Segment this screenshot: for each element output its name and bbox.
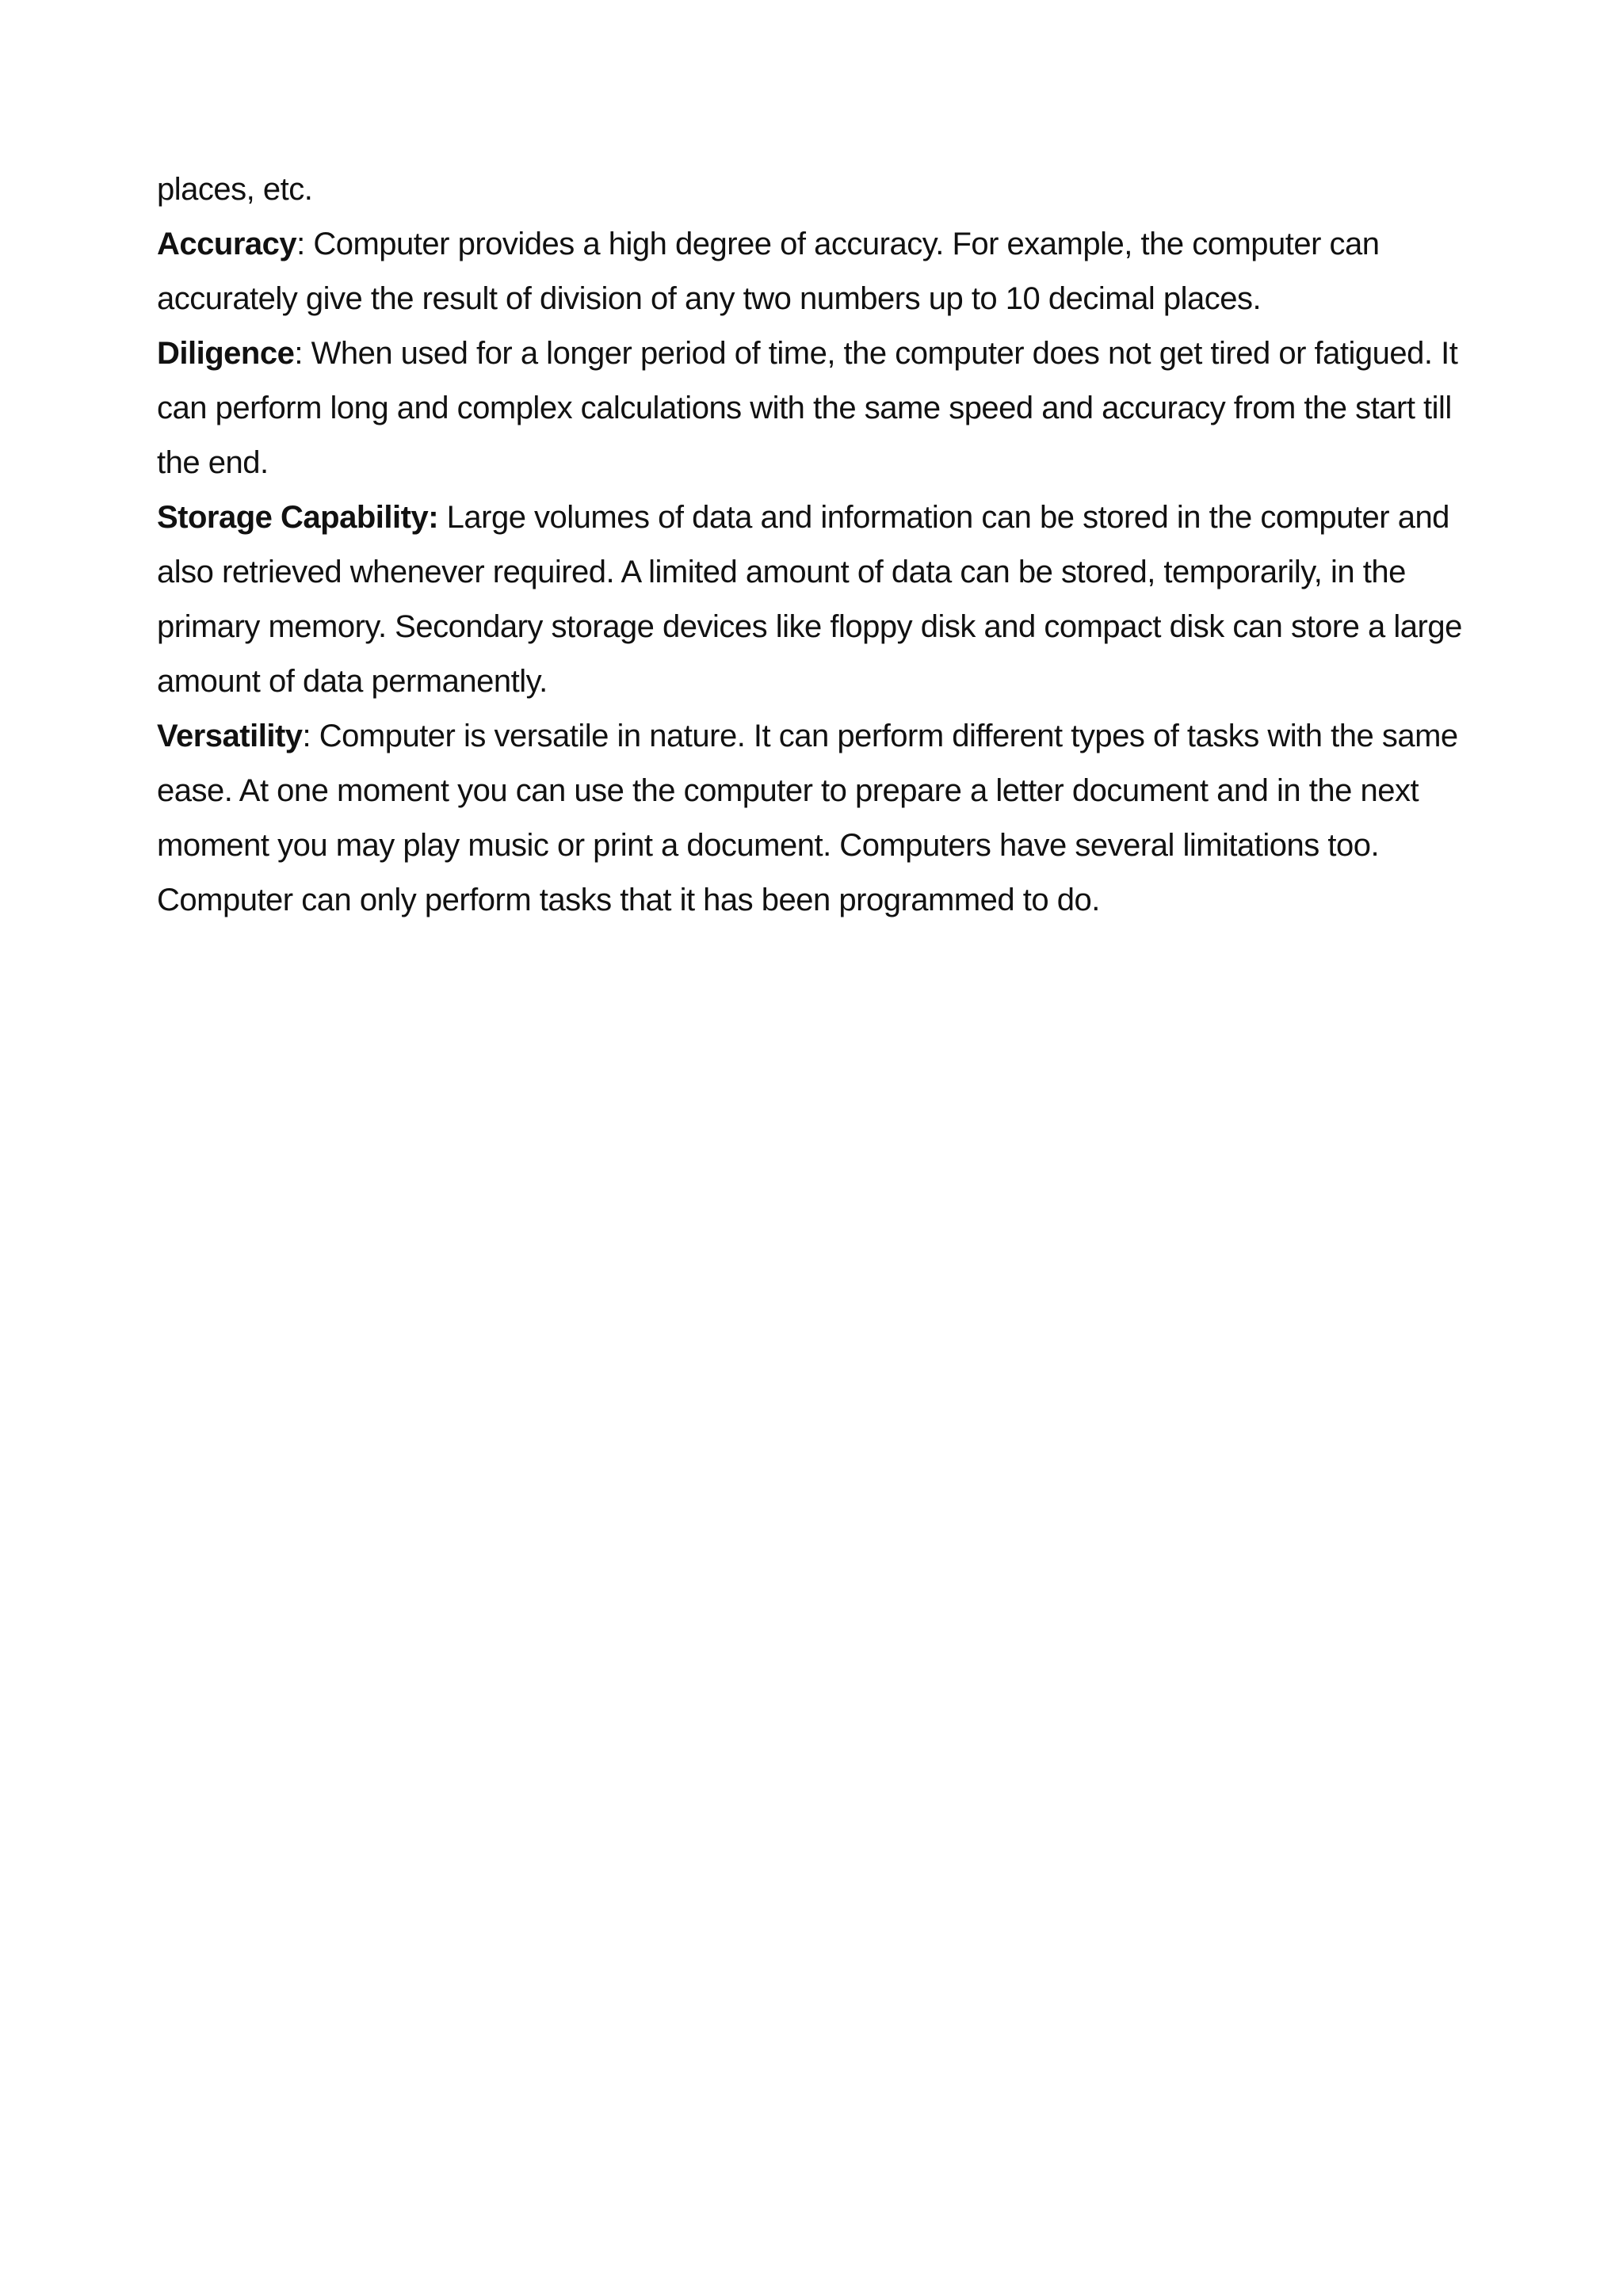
paragraph-text: : Computer is versatile in nature. It can perform different types of tasks with the same ease. At one moment you can use the computer to prepare a letter document and in the next moment you may play music or print a document. Computers have several limitations too. Computer can only perform tasks that it has been programmed to do. xyxy=(157,719,1458,917)
paragraph-term: Accuracy xyxy=(157,227,297,261)
paragraph-storage-capability xyxy=(157,490,1488,709)
document-body xyxy=(157,162,1488,928)
paragraph-diligence xyxy=(157,326,1488,490)
paragraph-text: places, etc. xyxy=(157,172,313,207)
paragraph-versatility xyxy=(157,709,1488,928)
paragraph-term: Diligence xyxy=(157,336,295,371)
paragraph-term: Storage Capability: xyxy=(157,500,439,535)
paragraph-text: Large volumes of data and information can be stored in the computer and also retrieved whenever required. A limited amount of data can be stored, temporarily, in the primary memory. Secondary storage devices like floppy disk and compact disk can store a large amount of data permanently. xyxy=(157,500,1462,699)
paragraph-term: Versatility xyxy=(157,719,303,753)
paragraph-accuracy xyxy=(157,217,1488,326)
paragraph-text: : When used for a longer period of time, the computer does not get tired or fatigued. It can perform long and complex calculations with the same speed and accuracy from the start till the end. xyxy=(157,336,1458,480)
paragraph-text: : Computer provides a high degree of accuracy. For example, the computer can accurately give the result of division of any two numbers up to 10 decimal places. xyxy=(157,227,1380,316)
paragraph-continuation xyxy=(157,162,1488,217)
